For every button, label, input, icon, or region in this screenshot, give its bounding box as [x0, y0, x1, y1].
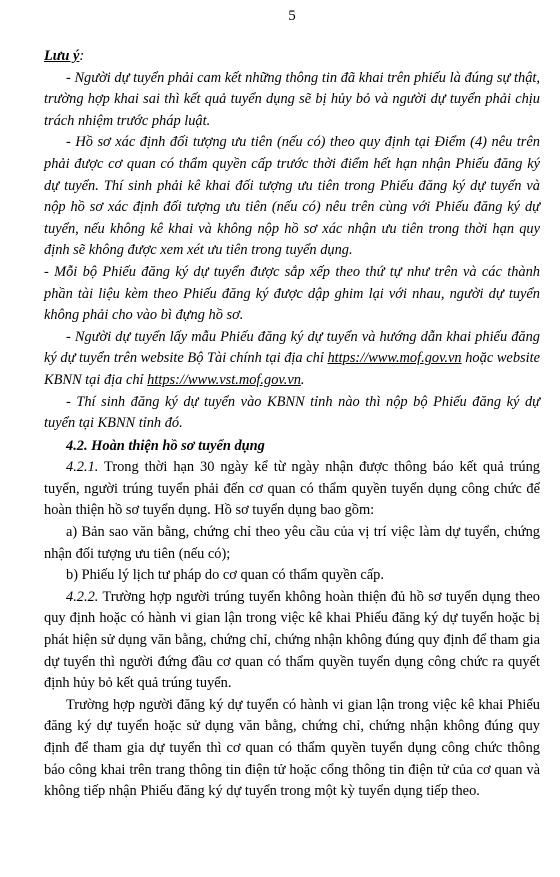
- note-item-submission: - Thí sinh đăng ký dự tuyển vào KBNN tỉnh nào thì nộp bộ Phiếu đăng ký dự tuyển tại KBNN tỉnh đó.: [44, 393, 540, 432]
- note-item-priority: - Hồ sơ xác định đối tượng ưu tiên (nếu có) theo quy định tại Điểm (4) nêu trên phải được cơ quan có thẩm quyền cấp trước thời điểm hết hạn nhận Phiếu đăng ký dự tuyển. Thí sinh phải kê khai đối tượng ưu tiên trong Phiếu đăng ký dự tuyển và nộp hồ sơ xác định đối tượng ưu tiên (nếu có) nêu trên cùng với Phiếu đăng ký dự tuyển, nếu không kê khai và không nộp hồ sơ xác nhận ưu tiên trong thời hạn quy định sẽ không được xem xét ưu tiên trong tuyển dụng.: [44, 134, 540, 259]
- paragraph-4-2-1: [44, 457, 540, 522]
- page-number: 5: [288, 8, 296, 24]
- requirement-item-b: b) Phiếu lý lịch tư pháp do cơ quan có thẩm quyền cấp.: [66, 567, 384, 584]
- paragraph-4-2-2-label: 4.2.2.: [66, 588, 99, 605]
- note-heading: Lưu ý: [44, 48, 80, 64]
- paragraph-4-2-1-text: Trong thời hạn 30 ngày kể từ ngày nhận được thông báo kết quả trúng tuyển, người trúng tuyển phải đến cơ quan có thẩm quyền tuyển dụng công chức để hoàn thiện hồ sơ tuyển dụng. Hồ sơ tuyển dụng bao gồm:: [44, 459, 540, 519]
- mof-link[interactable]: https://www.mof.gov.vn: [327, 350, 462, 367]
- note-item-website: [44, 327, 540, 392]
- website-text-2: hoặc website KBNN tại địa chỉ: [44, 350, 540, 388]
- paragraph-4-2-2-text: Trường hợp người trúng tuyển không hoàn thiện đủ hồ sơ tuyển dụng theo quy định hoặc có hành vi gian lận trong việc kê khai Phiếu đăng ký dự tuyển hoặc bị phát hiện sử dụng văn bằng, chứng chỉ, chứng nhận không đúng quy định để tham gia dự tuyển thì người đứng đầu cơ quan có thẩm quyền tuyển dụng công chức ra quyết định hủy bỏ kết quả trúng tuyển.: [44, 588, 540, 692]
- section-heading: 4.2. Hoàn thiện hồ sơ tuyển dụng: [66, 437, 265, 454]
- paragraph-fraud: Trường hợp người đăng ký dự tuyển có hành vi gian lận trong việc kê khai Phiếu đăng ký dự tuyển hoặc sử dụng văn bằng, chứng chỉ, chứng nhận không đúng quy định để tham gia dự tuyển thì cơ quan có thẩm quyền tuyển dụng công chức thông báo công khai trên trang thông tin điện tử hoặc cổng thông tin điện tử của cơ quan và không tiếp nhận Phiếu đăng ký dự tuyển trong một kỳ tuyển dụng tiếp theo.: [44, 696, 540, 800]
- website-text-3: .: [300, 371, 305, 388]
- note-heading-colon: :: [79, 48, 85, 64]
- kbnn-link[interactable]: https://www.vst.mof.gov.vn: [147, 371, 301, 388]
- website-text-1: - Người dự tuyển lấy mẫu Phiếu đăng ký dự tuyển và hướng dẫn khai phiếu đăng ký dự tuyển trên website Bộ Tài chính tại địa chỉ: [44, 328, 540, 367]
- paragraph-4-2-1-label: 4.2.1.: [66, 459, 99, 476]
- paragraph-4-2-2: [44, 587, 540, 695]
- note-heading-line: [44, 46, 540, 68]
- requirement-item-a: a) Bản sao văn bằng, chứng chỉ theo yêu cầu của vị trí việc làm dự tuyển, chứng nhận đối tượng ưu tiên (nếu có);: [44, 524, 540, 562]
- note-item-arrangement: - Mỗi bộ Phiếu đăng ký dự tuyển được sắp xếp theo thứ tự như trên và các thành phần tài liệu kèm theo Phiếu đăng ký được dập ghim lại với nhau, người dự tuyển không phải cho vào bì đựng hồ sơ.: [44, 263, 540, 324]
- note-item-commitment: - Người dự tuyển phải cam kết những thông tin đã khai trên phiếu là đúng sự thật, trường hợp khai sai thì kết quả tuyển dụng sẽ bị hủy bỏ và người dự tuyển phải chịu trách nhiệm trước pháp luật.: [44, 69, 540, 129]
